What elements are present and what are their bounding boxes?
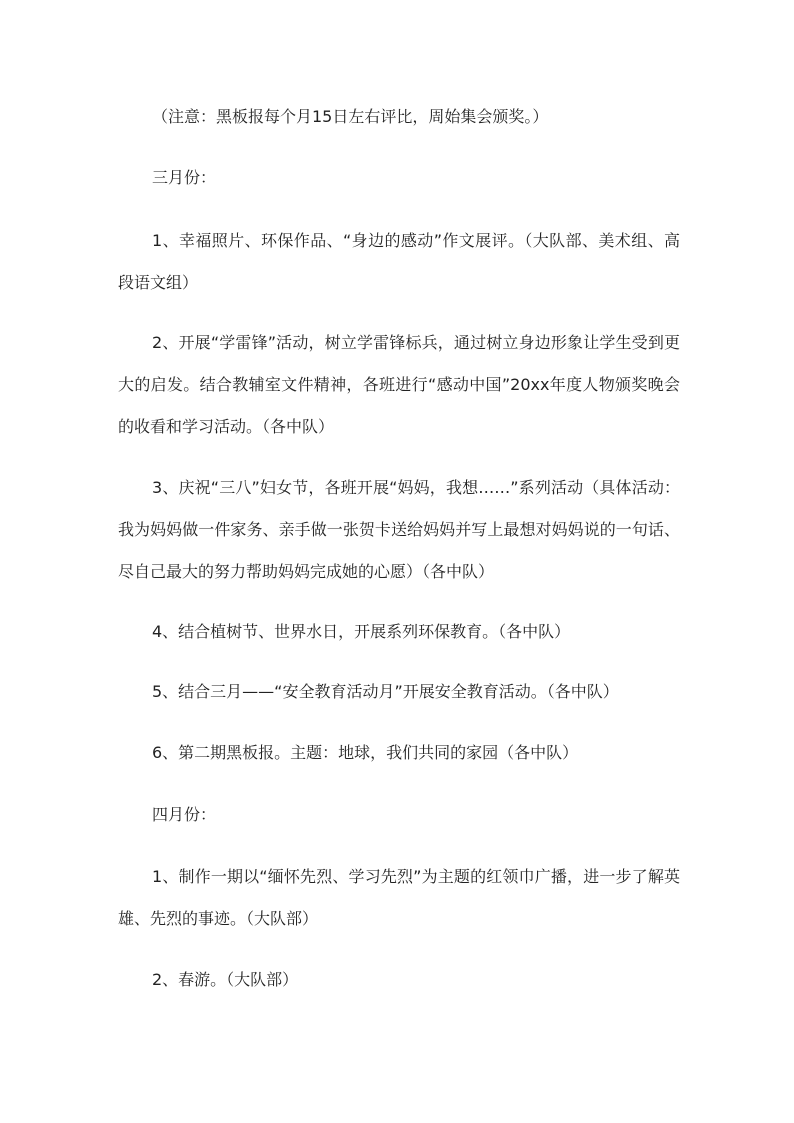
- march-item-1: 1、幸福照片、环保作品、“身边的感动”作文展评。（大队部、美术组、高段语文组）: [118, 231, 680, 292]
- march-item-2: 2、开展“学雷锋”活动，树立学雷锋标兵，通过树立身边形象让学生受到更大的启发。结合教辅室文件精神，各班进行“感动中国”20xx年度人物颁奖晚会的收看和学习活动。（各中队）: [118, 333, 680, 436]
- march-item-4: 4、结合植树节、世界水日，开展系列环保教育。（各中队）: [152, 622, 571, 641]
- march-heading: 三月份：: [152, 168, 217, 187]
- april-item-1: 1、制作一期以“缅怀先烈、学习先烈”为主题的红领巾广播，进一步了解英雄、先烈的事迹。（大队部）: [118, 867, 680, 928]
- march-item-6: 6、第二期黑板报。主题：地球，我们共同的家园（各中队）: [152, 743, 579, 762]
- note-paragraph: （注意：黑板报每个月15日左右评比，周始集会颁奖。）: [152, 107, 549, 126]
- march-item-5: 5、结合三月——“安全教育活动月”开展安全教育活动。（各中队）: [152, 682, 619, 701]
- april-heading: 四月份：: [152, 805, 217, 824]
- march-item-3: 3、庆祝“三八”妇女节，各班开展“妈妈，我想……”系列活动（具体活动：我为妈妈做一件家务、亲手做一张贺卡送给妈妈并写上最想对妈妈说的一句话、尽自己最大的努力帮助妈妈完成她的心愿）（各中队）: [118, 478, 680, 581]
- april-item-2: 2、春游。（大队部）: [152, 970, 299, 989]
